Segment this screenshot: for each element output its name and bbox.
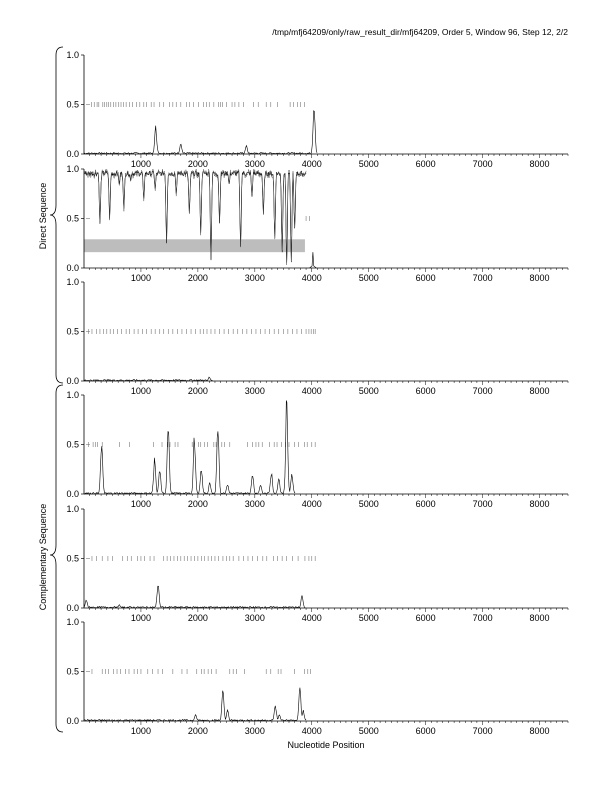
x-tick-label: 8000 xyxy=(529,159,550,169)
x-tick-label: 4000 xyxy=(301,159,322,169)
figure-header: /tmp/mfj64209/only/raw_result_dir/mfj64209, Order 5, Window 96, Step 12, 2/2 xyxy=(272,27,568,37)
x-tick-label: 4000 xyxy=(301,613,322,623)
panels xyxy=(66,50,568,736)
tail-peak xyxy=(309,252,316,268)
panel-direct-1 xyxy=(66,50,568,169)
x-tick-label: 3000 xyxy=(244,273,265,283)
x-tick-label: 4000 xyxy=(301,499,322,509)
x-tick-label: 8000 xyxy=(529,499,550,509)
x-tick-label: 7000 xyxy=(472,159,493,169)
series-line xyxy=(84,111,317,154)
y-tick-label: 0.5 xyxy=(66,326,79,337)
x-tick-label: 3000 xyxy=(244,499,265,509)
x-tick-label: 1000 xyxy=(130,273,151,283)
x-tick-label: 5000 xyxy=(358,726,379,736)
panel-comp-1 xyxy=(66,390,568,509)
x-tick-label: 4000 xyxy=(301,273,322,283)
x-tick-label: 5000 xyxy=(358,386,379,396)
y-tick-label: 0.0 xyxy=(66,149,79,159)
x-tick-label: 8000 xyxy=(529,726,550,736)
x-tick-label: 7000 xyxy=(472,273,493,283)
series-line xyxy=(84,401,295,495)
complementary-sequence-label: Complementary Sequence xyxy=(38,503,48,611)
y-tick-label: 0.5 xyxy=(66,99,79,110)
direct-sequence-label: Direct Sequence xyxy=(38,182,48,250)
y-tick-label: 1.0 xyxy=(66,390,79,400)
x-tick-label: 8000 xyxy=(529,386,550,396)
y-tick-label: 0.5 xyxy=(66,666,79,677)
x-tick-label: 6000 xyxy=(415,499,436,509)
x-tick-label: 4000 xyxy=(301,726,322,736)
x-tick-label: 3000 xyxy=(244,613,265,623)
x-axis-label: Nucleotide Position xyxy=(287,740,365,750)
y-tick-label: 1.0 xyxy=(66,50,79,60)
x-tick-label: 2000 xyxy=(187,499,208,509)
panel-comp-2 xyxy=(66,504,568,623)
highlight-band xyxy=(84,239,305,252)
x-tick-label: 6000 xyxy=(415,613,436,623)
direct-brace xyxy=(50,47,63,383)
x-tick-label: 7000 xyxy=(472,386,493,396)
x-tick-label: 1000 xyxy=(130,726,151,736)
x-tick-label: 7000 xyxy=(472,613,493,623)
y-tick-label: 1.0 xyxy=(66,617,79,627)
x-tick-label: 5000 xyxy=(358,273,379,283)
x-tick-label: 2000 xyxy=(187,386,208,396)
x-tick-label: 4000 xyxy=(301,386,322,396)
y-tick-label: 0.0 xyxy=(66,489,79,499)
x-tick-label: 2000 xyxy=(187,613,208,623)
y-tick-label: 0.0 xyxy=(66,376,79,386)
y-tick-label: 0.0 xyxy=(66,716,79,726)
x-tick-label: 1000 xyxy=(130,499,151,509)
x-tick-label: 7000 xyxy=(472,499,493,509)
y-tick-label: 0.0 xyxy=(66,263,79,273)
x-tick-label: 5000 xyxy=(358,499,379,509)
x-tick-label: 2000 xyxy=(187,726,208,736)
x-tick-label: 1000 xyxy=(130,386,151,396)
panel-direct-2 xyxy=(66,164,568,283)
x-tick-label: 1000 xyxy=(130,159,151,169)
x-tick-label: 6000 xyxy=(415,386,436,396)
y-tick-label: 1.0 xyxy=(66,504,79,514)
y-tick-label: 0.0 xyxy=(66,603,79,613)
series-line xyxy=(84,688,306,721)
y-tick-label: 0.5 xyxy=(66,553,79,564)
x-tick-label: 8000 xyxy=(529,273,550,283)
y-tick-label: 1.0 xyxy=(66,277,79,287)
x-tick-label: 6000 xyxy=(415,159,436,169)
x-tick-label: 6000 xyxy=(415,726,436,736)
x-tick-label: 1000 xyxy=(130,613,151,623)
x-tick-label: 2000 xyxy=(187,159,208,169)
x-tick-label: 3000 xyxy=(244,726,265,736)
x-tick-label: 3000 xyxy=(244,159,265,169)
panel-direct-3 xyxy=(66,277,568,396)
x-tick-label: 6000 xyxy=(415,273,436,283)
x-tick-label: 3000 xyxy=(244,386,265,396)
y-tick-label: 0.5 xyxy=(66,439,79,450)
complementary-brace xyxy=(50,385,63,732)
y-tick-label: 1.0 xyxy=(66,164,79,174)
x-tick-label: 2000 xyxy=(187,273,208,283)
panel-comp-3 xyxy=(66,617,568,736)
x-tick-label: 5000 xyxy=(358,159,379,169)
x-tick-label: 5000 xyxy=(358,613,379,623)
series-line xyxy=(84,586,305,608)
y-tick-label: 0.5 xyxy=(66,213,79,224)
x-tick-label: 7000 xyxy=(472,726,493,736)
series-line xyxy=(84,377,213,381)
x-tick-label: 8000 xyxy=(529,613,550,623)
